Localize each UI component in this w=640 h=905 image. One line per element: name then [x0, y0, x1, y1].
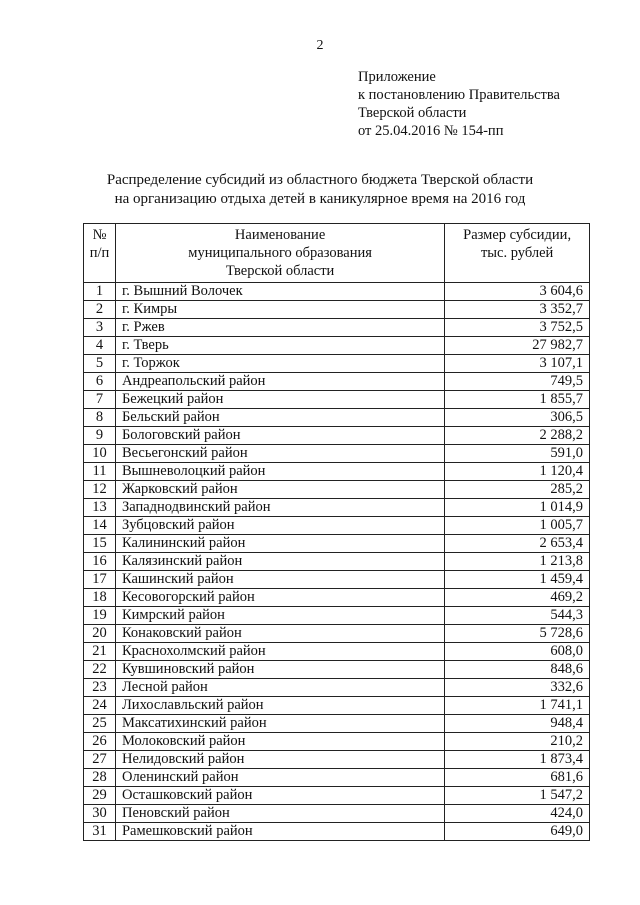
table-row — [84, 823, 590, 841]
row-municipality: г. Кимры — [115, 301, 444, 319]
row-municipality: Вышневолоцкий район — [115, 463, 444, 481]
row-municipality: Жарковский район — [115, 481, 444, 499]
row-amount: 544,3 — [445, 607, 590, 625]
table-row — [84, 463, 590, 481]
row-municipality: Зубцовский район — [115, 517, 444, 535]
subsidy-table — [83, 223, 590, 841]
row-amount: 1 459,4 — [445, 571, 590, 589]
header-text: Наименование — [234, 227, 326, 243]
row-number: 18 — [84, 589, 116, 607]
row-municipality: Лесной район — [115, 679, 444, 697]
row-municipality: Кесовогорский район — [115, 589, 444, 607]
table-row — [84, 409, 590, 427]
table-row — [84, 607, 590, 625]
row-number: 7 — [84, 391, 116, 409]
row-amount: 1 873,4 — [445, 751, 590, 769]
title-line: на организацию отдыха детей в каникулярное время на 2016 год — [114, 191, 526, 207]
row-number: 26 — [84, 733, 116, 751]
row-amount: 5 728,6 — [445, 625, 590, 643]
appendix-line: Приложение — [358, 69, 436, 85]
row-number: 29 — [84, 787, 116, 805]
row-number: 8 — [84, 409, 116, 427]
table-row — [84, 751, 590, 769]
table-row — [84, 643, 590, 661]
row-amount: 591,0 — [445, 445, 590, 463]
table-row — [84, 319, 590, 337]
row-municipality: Весьегонский район — [115, 445, 444, 463]
table-row — [84, 535, 590, 553]
table-row — [84, 553, 590, 571]
table-row — [84, 733, 590, 751]
row-amount: 1 120,4 — [445, 463, 590, 481]
row-municipality: Рамешковский район — [115, 823, 444, 841]
row-municipality: Молоковский район — [115, 733, 444, 751]
row-number: 10 — [84, 445, 116, 463]
table-row — [84, 373, 590, 391]
row-number: 22 — [84, 661, 116, 679]
appendix-line: от 25.04.2016 № 154-пп — [358, 123, 504, 139]
row-amount: 1 014,9 — [445, 499, 590, 517]
row-amount: 649,0 — [445, 823, 590, 841]
row-amount: 681,6 — [445, 769, 590, 787]
row-number: 16 — [84, 553, 116, 571]
table-row — [84, 355, 590, 373]
row-amount: 3 752,5 — [445, 319, 590, 337]
row-amount: 1 213,8 — [445, 553, 590, 571]
table-row — [84, 499, 590, 517]
row-number: 6 — [84, 373, 116, 391]
row-number: 3 — [84, 319, 116, 337]
row-number: 9 — [84, 427, 116, 445]
row-municipality: Калининский район — [115, 535, 444, 553]
table-row — [84, 805, 590, 823]
row-municipality: Кимрский район — [115, 607, 444, 625]
table-row — [84, 697, 590, 715]
header-text: Тверской области — [225, 263, 335, 279]
row-number: 19 — [84, 607, 116, 625]
header-number — [84, 224, 116, 283]
row-municipality: Кувшиновский район — [115, 661, 444, 679]
row-amount: 27 982,7 — [445, 337, 590, 355]
table-row — [84, 589, 590, 607]
row-municipality: Андреапольский район — [115, 373, 444, 391]
row-amount: 1 005,7 — [445, 517, 590, 535]
row-number: 28 — [84, 769, 116, 787]
row-amount: 749,5 — [445, 373, 590, 391]
row-number: 13 — [84, 499, 116, 517]
table-row — [84, 427, 590, 445]
row-amount: 332,6 — [445, 679, 590, 697]
table-row — [84, 679, 590, 697]
row-municipality: Бельский район — [115, 409, 444, 427]
header-amount — [445, 224, 590, 283]
row-municipality: Краснохолмский район — [115, 643, 444, 661]
row-number: 23 — [84, 679, 116, 697]
row-municipality: г. Ржев — [115, 319, 444, 337]
table-row — [84, 283, 590, 301]
row-number: 24 — [84, 697, 116, 715]
appendix-line: к постановлению Правительства — [358, 87, 560, 103]
row-number: 5 — [84, 355, 116, 373]
row-municipality: Лихославльский район — [115, 697, 444, 715]
table-row — [84, 571, 590, 589]
row-municipality: Пеновский район — [115, 805, 444, 823]
row-amount: 285,2 — [445, 481, 590, 499]
row-number: 27 — [84, 751, 116, 769]
row-municipality: Калязинский район — [115, 553, 444, 571]
table-row — [84, 517, 590, 535]
table-row — [84, 787, 590, 805]
table-header-row — [84, 224, 590, 283]
header-text: Размер субсидии, — [463, 227, 572, 243]
table-row — [84, 445, 590, 463]
row-amount: 424,0 — [445, 805, 590, 823]
row-number: 4 — [84, 337, 116, 355]
row-municipality: Кашинский район — [115, 571, 444, 589]
table-row — [84, 301, 590, 319]
header-text: № — [92, 227, 107, 243]
row-municipality: Бологовский район — [115, 427, 444, 445]
table-row — [84, 661, 590, 679]
row-amount: 1 741,1 — [445, 697, 590, 715]
row-number: 25 — [84, 715, 116, 733]
row-municipality: Максатихинский район — [115, 715, 444, 733]
document-title — [0, 171, 640, 209]
row-municipality: Западнодвинский район — [115, 499, 444, 517]
row-number: 30 — [84, 805, 116, 823]
row-amount: 210,2 — [445, 733, 590, 751]
table-row — [84, 481, 590, 499]
page-number: 2 — [316, 38, 324, 53]
table-body — [84, 283, 590, 841]
row-amount: 306,5 — [445, 409, 590, 427]
header-text: тыс. рублей — [480, 245, 554, 261]
row-number: 20 — [84, 625, 116, 643]
row-number: 21 — [84, 643, 116, 661]
row-number: 1 — [84, 283, 116, 301]
row-municipality: г. Тверь — [115, 337, 444, 355]
table-row — [84, 715, 590, 733]
row-amount: 3 352,7 — [445, 301, 590, 319]
header-name — [115, 224, 444, 283]
row-municipality: Осташковский район — [115, 787, 444, 805]
row-municipality: Нелидовский район — [115, 751, 444, 769]
row-number: 12 — [84, 481, 116, 499]
row-municipality: г. Вышний Волочек — [115, 283, 444, 301]
title-line: Распределение субсидий из областного бюджета Тверской области — [106, 172, 534, 188]
row-municipality: Бежецкий район — [115, 391, 444, 409]
row-amount: 1 547,2 — [445, 787, 590, 805]
row-amount: 469,2 — [445, 589, 590, 607]
row-amount: 2 288,2 — [445, 427, 590, 445]
table-row — [84, 769, 590, 787]
row-amount: 848,6 — [445, 661, 590, 679]
row-amount: 608,0 — [445, 643, 590, 661]
row-amount: 2 653,4 — [445, 535, 590, 553]
row-municipality: Оленинский район — [115, 769, 444, 787]
header-text: п/п — [89, 245, 110, 261]
table-row — [84, 625, 590, 643]
table-row — [84, 337, 590, 355]
row-amount: 3 107,1 — [445, 355, 590, 373]
row-municipality: г. Торжок — [115, 355, 444, 373]
row-amount: 1 855,7 — [445, 391, 590, 409]
row-amount: 3 604,6 — [445, 283, 590, 301]
row-number: 11 — [84, 463, 116, 481]
row-number: 31 — [84, 823, 116, 841]
appendix-line: Тверской области — [358, 105, 467, 121]
row-number: 2 — [84, 301, 116, 319]
table-row — [84, 391, 590, 409]
row-amount: 948,4 — [445, 715, 590, 733]
row-municipality: Конаковский район — [115, 625, 444, 643]
row-number: 17 — [84, 571, 116, 589]
appendix-block — [358, 68, 560, 140]
row-number: 14 — [84, 517, 116, 535]
header-text: муниципального образования — [188, 245, 372, 261]
row-number: 15 — [84, 535, 116, 553]
